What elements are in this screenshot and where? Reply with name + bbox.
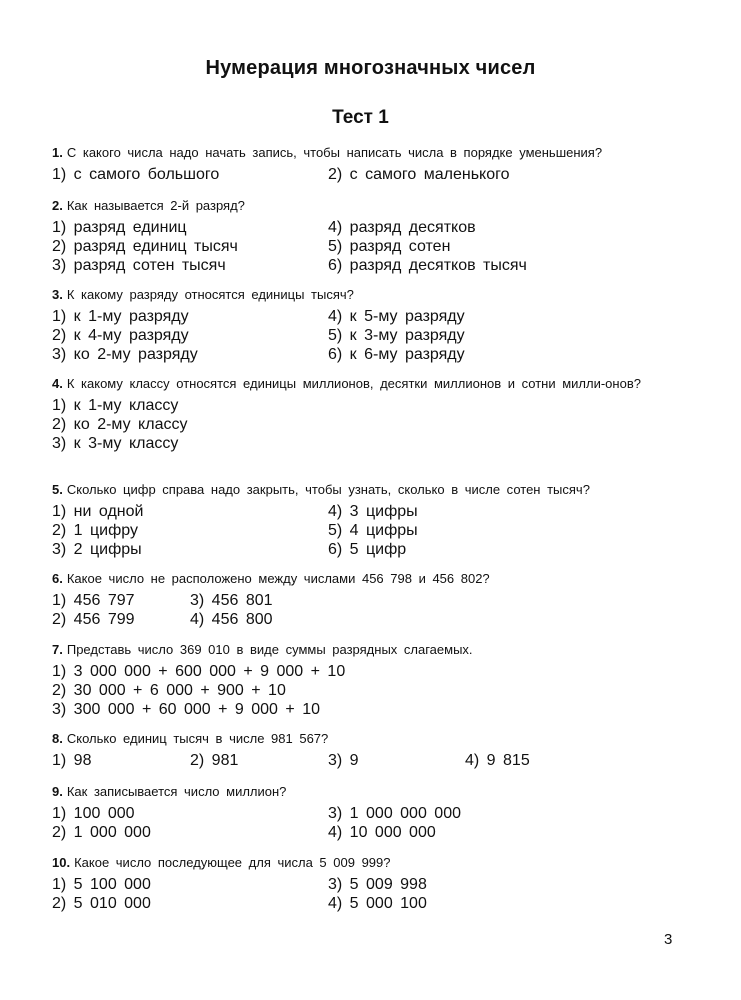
question-number: 5. bbox=[52, 482, 63, 497]
answer-option: 4) 3 цифры bbox=[328, 503, 418, 520]
question-text: С какого числа надо начать запись, чтобы написать числа в порядке уменьшения? bbox=[66, 145, 603, 160]
answer-option: 1) с самого большого bbox=[52, 166, 220, 183]
answer-option: 6) к 6-му разряду bbox=[328, 346, 465, 363]
answer-option: 4) 456 800 bbox=[190, 611, 273, 628]
answer-option: 2) 1 000 000 bbox=[52, 824, 151, 841]
question-2 bbox=[52, 198, 682, 275]
answer-option: 2) ко 2-му классу bbox=[52, 416, 188, 433]
test-title: Тест 1 bbox=[332, 107, 389, 128]
question-number: 6. bbox=[52, 571, 63, 586]
answer-option: 1) разряд единиц bbox=[52, 219, 187, 236]
answer-option: 4) 5 000 100 bbox=[328, 895, 427, 912]
answer-option: 5) 4 цифры bbox=[328, 522, 418, 539]
question-text: Какое число последующее для числа 5 009 999? bbox=[74, 855, 391, 870]
question-10 bbox=[52, 855, 682, 913]
question-text: Представь число 369 010 в виде суммы разрядных слагаемых. bbox=[66, 642, 473, 657]
question-text: Сколько единиц тысяч в числе 981 567? bbox=[66, 731, 329, 746]
question-4 bbox=[52, 376, 682, 453]
question-6 bbox=[52, 571, 682, 629]
answer-option: 2) разряд единиц тысяч bbox=[52, 238, 238, 255]
question-text: К какому классу относятся единицы миллионов, десятки миллионов и сотни милли-онов? bbox=[66, 376, 641, 391]
answer-option: 1) 3 000 000 + 600 000 + 9 000 + 10 bbox=[52, 663, 346, 680]
answer-option: 2) 1 цифру bbox=[52, 522, 138, 539]
answer-option: 5) к 3-му разряду bbox=[328, 327, 465, 344]
question-text: Как записывается число миллион? bbox=[66, 784, 287, 799]
question-5 bbox=[52, 482, 682, 559]
answer-option: 1) 456 797 bbox=[52, 592, 135, 609]
answer-option: 2) с самого маленького bbox=[328, 166, 510, 183]
answer-option: 3) 5 009 998 bbox=[328, 876, 427, 893]
answer-option: 4) к 5-му разряду bbox=[328, 308, 465, 325]
answer-option: 4) разряд десятков bbox=[328, 219, 476, 236]
question-number: 1. bbox=[52, 145, 63, 160]
page-number: 3 bbox=[664, 931, 673, 948]
answer-option: 3) 300 000 + 60 000 + 9 000 + 10 bbox=[52, 701, 320, 718]
answer-option: 1) ни одной bbox=[52, 503, 144, 520]
question-text: К какому разряду относятся единицы тысяч? bbox=[66, 287, 354, 302]
question-text: Сколько цифр справа надо закрыть, чтобы узнать, сколько в числе сотен тысяч? bbox=[66, 482, 590, 497]
answer-option: 1) к 1-му разряду bbox=[52, 308, 189, 325]
answer-option: 5) разряд сотен bbox=[328, 238, 451, 255]
answer-option: 1) к 1-му классу bbox=[52, 397, 179, 414]
answer-option: 2) 5 010 000 bbox=[52, 895, 151, 912]
answer-option: 4) 9 815 bbox=[465, 752, 530, 769]
question-number: 10. bbox=[52, 855, 71, 870]
answer-option: 2) 981 bbox=[190, 752, 239, 769]
answer-option: 6) разряд десятков тысяч bbox=[328, 257, 527, 274]
question-1 bbox=[52, 145, 682, 184]
answer-option: 1) 5 100 000 bbox=[52, 876, 151, 893]
answer-option: 2) 30 000 + 6 000 + 900 + 10 bbox=[52, 682, 286, 699]
question-9 bbox=[52, 784, 682, 842]
answer-option: 3) 2 цифры bbox=[52, 541, 142, 558]
answer-option: 3) разряд сотен тысяч bbox=[52, 257, 226, 274]
answer-option: 3) 1 000 000 000 bbox=[328, 805, 461, 822]
answer-option: 6) 5 цифр bbox=[328, 541, 407, 558]
answer-option: 3) 456 801 bbox=[190, 592, 273, 609]
question-number: 7. bbox=[52, 642, 63, 657]
question-text: Как называется 2-й разряд? bbox=[66, 198, 245, 213]
page-title: Нумерация многозначных чисел bbox=[205, 57, 536, 79]
question-8 bbox=[52, 731, 682, 770]
answer-option: 1) 100 000 bbox=[52, 805, 135, 822]
answer-option: 3) к 3-му классу bbox=[52, 435, 179, 452]
answer-option: 4) 10 000 000 bbox=[328, 824, 436, 841]
question-number: 3. bbox=[52, 287, 63, 302]
question-number: 8. bbox=[52, 731, 63, 746]
answer-option: 3) ко 2-му разряду bbox=[52, 346, 198, 363]
answer-option: 2) к 4-му разряду bbox=[52, 327, 189, 344]
answer-option: 1) 98 bbox=[52, 752, 92, 769]
question-number: 9. bbox=[52, 784, 63, 799]
question-7 bbox=[52, 642, 682, 719]
answer-option: 3) 9 bbox=[328, 752, 359, 769]
question-3 bbox=[52, 287, 682, 364]
question-number: 4. bbox=[52, 376, 63, 391]
answer-option: 2) 456 799 bbox=[52, 611, 135, 628]
question-number: 2. bbox=[52, 198, 63, 213]
question-text: Какое число не расположено между числами 456 798 и 456 802? bbox=[66, 571, 490, 586]
